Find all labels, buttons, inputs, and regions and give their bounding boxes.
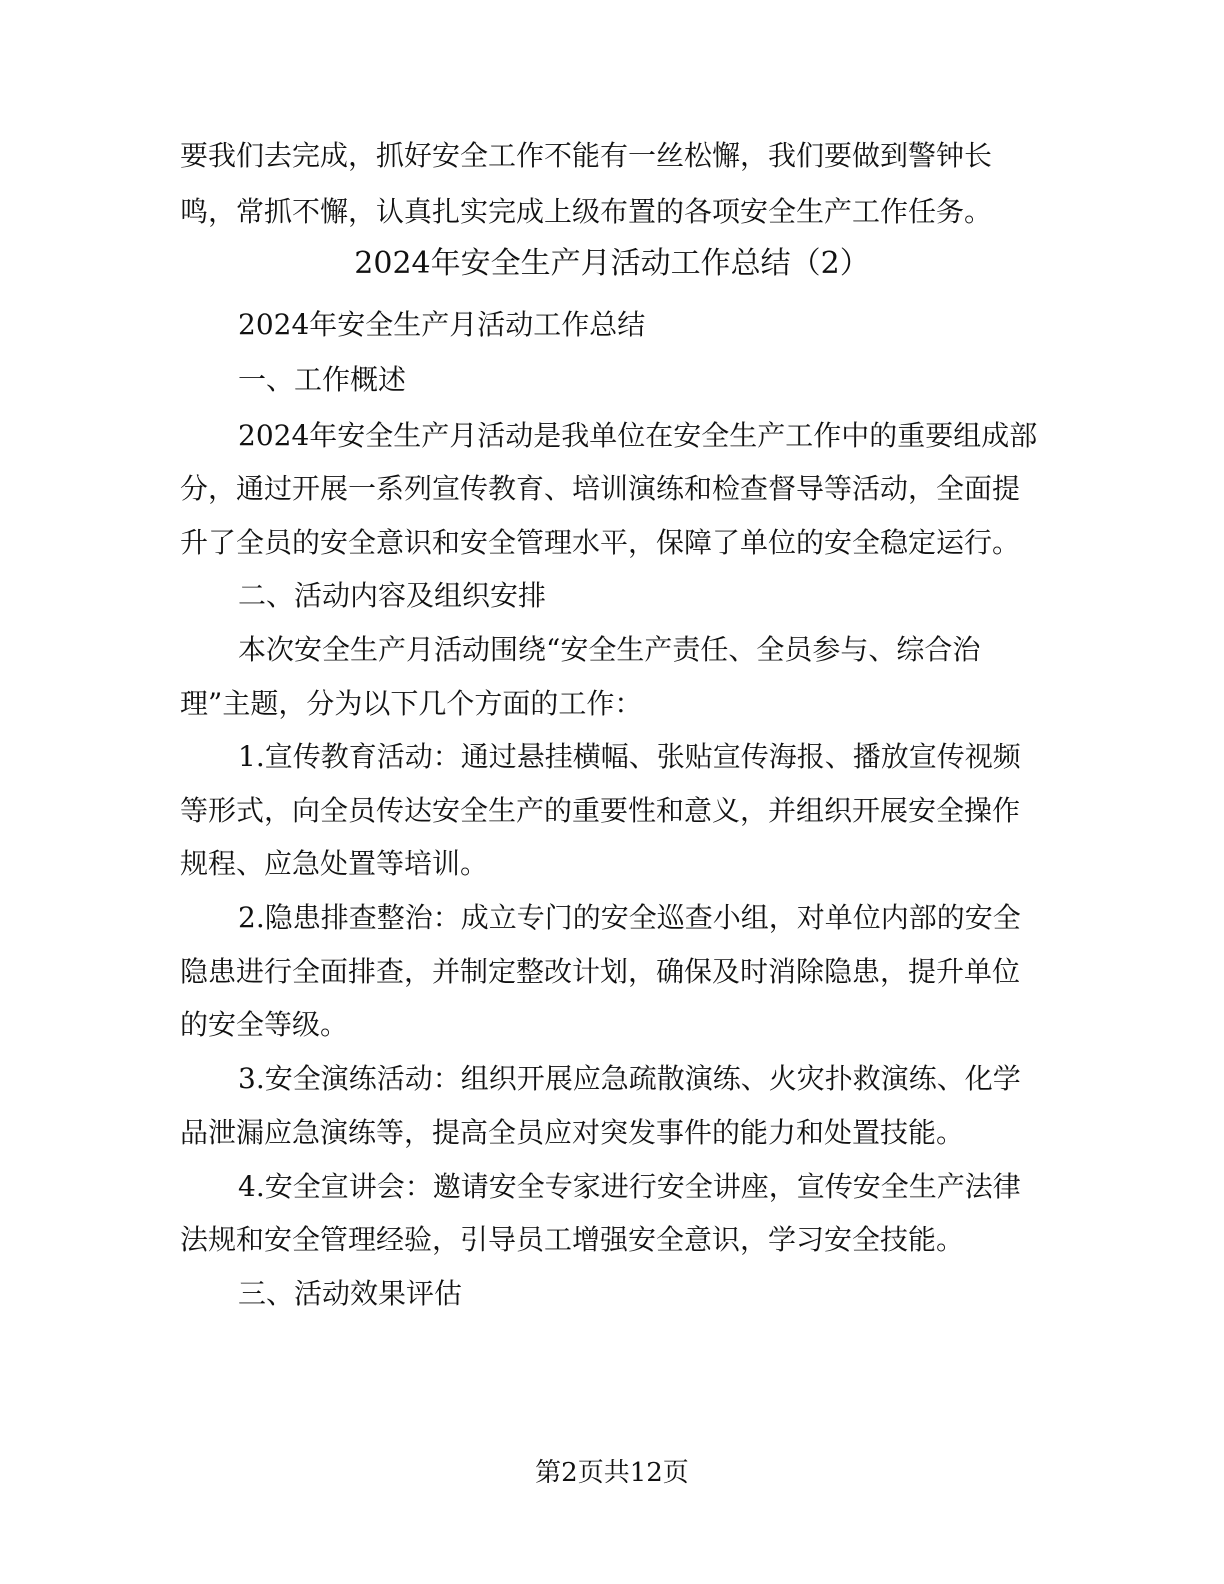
- document-subtitle: 2024年安全生产月活动工作总结: [238, 308, 646, 341]
- item-2-line-2: 隐患进行全面排查，并制定整改计划，确保及时消除隐患，提升单位: [180, 955, 1021, 988]
- item-2-line-1: 2.隐患排查整治：成立专门的安全巡查小组，对单位内部的安全: [238, 901, 1021, 934]
- carry-over-line-1: 要我们去完成，抓好安全工作不能有一丝松懈，我们要做到警钟长: [180, 139, 993, 172]
- item-2-line-3: 的安全等级。: [180, 1008, 349, 1041]
- item-1-line-2: 等形式，向全员传达安全生产的重要性和意义，并组织开展安全操作: [180, 794, 1021, 827]
- overview-line-1: 2024年安全生产月活动是我单位在安全生产工作中的重要组成部: [238, 419, 1038, 452]
- heading-activities: 二、活动内容及组织安排: [238, 579, 547, 612]
- item-1-line-3: 规程、应急处置等培训。: [180, 847, 489, 880]
- heading-overview: 一、工作概述: [238, 363, 407, 396]
- overview-line-3: 升了全员的安全意识和安全管理水平，保障了单位的安全稳定运行。: [180, 526, 1021, 559]
- carry-over-line-2: 鸣，常抓不懈，认真扎实完成上级布置的各项安全生产工作任务。: [180, 195, 993, 228]
- item-4-line-2: 法规和安全管理经验，引导员工增强安全意识，学习安全技能。: [180, 1223, 965, 1256]
- section-title: 2024年安全生产月活动工作总结（2）: [354, 246, 870, 281]
- page-number: 第2页共12页: [535, 1458, 689, 1488]
- intro-line-1: 本次安全生产月活动围绕“安全生产责任、全员参与、综合治: [238, 633, 981, 666]
- overview-line-2: 分，通过开展一系列宣传教育、培训演练和检查督导等活动，全面提: [180, 472, 1021, 505]
- item-3-line-1: 3.安全演练活动：组织开展应急疏散演练、火灾扑救演练、化学: [238, 1062, 1021, 1095]
- item-1-line-1: 1.宣传教育活动：通过悬挂横幅、张贴宣传海报、播放宣传视频: [238, 740, 1021, 773]
- item-4-line-1: 4.安全宣讲会：邀请安全专家进行安全讲座，宣传安全生产法律: [238, 1170, 1021, 1203]
- heading-evaluation: 三、活动效果评估: [238, 1277, 463, 1310]
- intro-line-2: 理”主题，分为以下几个方面的工作：: [180, 687, 643, 720]
- item-3-line-2: 品泄漏应急演练等，提高全员应对突发事件的能力和处置技能。: [180, 1116, 965, 1149]
